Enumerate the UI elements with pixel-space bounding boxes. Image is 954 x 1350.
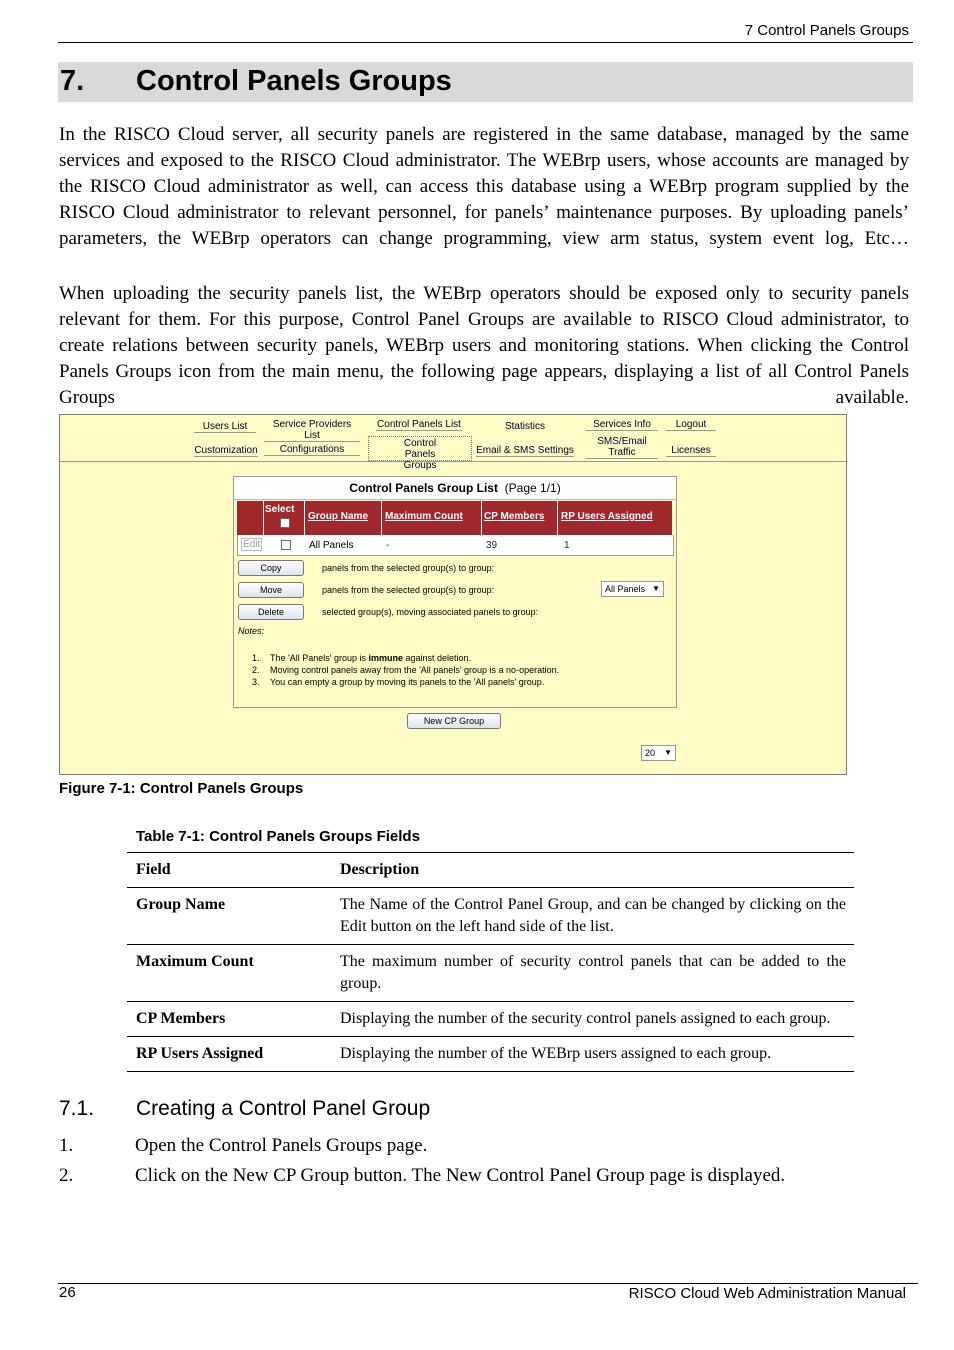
- note-1-number: 1.: [252, 653, 260, 663]
- section-number: 7.1.: [59, 1097, 95, 1120]
- copy-button[interactable]: Copy: [238, 560, 304, 576]
- menu-control-panels-list[interactable]: Control Panels List: [377, 419, 461, 430]
- group-list-page-info: (Page 1/1): [504, 481, 561, 495]
- field-description: The maximum number of security control panels that can be added to the group.: [331, 945, 854, 1002]
- column-maximum-count[interactable]: Maximum Count: [385, 511, 463, 522]
- running-header-title: 7 Control Panels Groups: [744, 22, 909, 39]
- note-2: Moving control panels away from the 'All panels' group is a no-operation.: [270, 665, 560, 675]
- menu-control-panels-groups-label: Control Panels Groups: [403, 438, 437, 471]
- menu-configurations[interactable]: Configurations: [264, 444, 360, 456]
- row-rp-users: 1: [564, 540, 570, 551]
- delete-description: selected group(s), moving associated panels to group:: [322, 607, 539, 617]
- grid-header-divider: [557, 501, 558, 535]
- new-cp-group-button[interactable]: New CP Group: [407, 713, 501, 729]
- grid-header-divider: [381, 501, 382, 535]
- table-row: [127, 945, 854, 1002]
- page-size-value: 20: [645, 748, 656, 758]
- edit-button[interactable]: Edit: [243, 539, 261, 550]
- column-cp-members[interactable]: CP Members: [484, 511, 545, 522]
- table-row: [127, 888, 854, 945]
- note-1: [270, 653, 471, 663]
- field-description: The Name of the Control Panel Group, and can be changed by clicking on the Edit button on the left hand side of the list.: [331, 888, 854, 945]
- row-group-name: All Panels: [309, 540, 354, 551]
- note-3: You can empty a group by moving its panels to the 'All panels' group.: [270, 677, 545, 687]
- menu-customization[interactable]: Customization: [194, 445, 258, 456]
- menu-logout[interactable]: Logout: [666, 419, 716, 431]
- note-1-post: against deletion.: [403, 653, 472, 663]
- move-target-value: All Panels: [605, 584, 646, 594]
- chapter-title: Control Panels Groups: [136, 65, 452, 97]
- header-field: Field: [127, 853, 331, 888]
- figure-screenshot: [59, 414, 847, 775]
- manual-title: RISCO Cloud Web Administration Manual: [628, 1285, 906, 1302]
- list-item: [59, 1135, 909, 1159]
- move-target-select[interactable]: [601, 581, 664, 597]
- menu-email-sms-settings[interactable]: Email & SMS Settings: [476, 445, 574, 456]
- menu-control-panels-groups[interactable]: [368, 436, 472, 471]
- note-1-strong: immune: [368, 653, 404, 663]
- page-footer: [58, 1283, 918, 1314]
- figure-caption: Figure 7-1: Control Panels Groups: [59, 780, 304, 797]
- grid-header-divider: [263, 501, 264, 535]
- notes-label: Notes:: [238, 626, 265, 636]
- menu-sms-email-traffic-label: SMS/Email Traffic: [597, 436, 647, 458]
- main-menu: [60, 415, 846, 471]
- page-size-select[interactable]: [641, 745, 676, 761]
- grid-header-divider: [304, 501, 305, 535]
- step-number: 1.: [59, 1135, 74, 1156]
- grid-header-divider: [481, 501, 482, 535]
- menu-licenses[interactable]: Licenses: [666, 445, 716, 457]
- menu-users-list[interactable]: Users List: [194, 421, 256, 433]
- delete-button[interactable]: Delete: [238, 604, 304, 620]
- section-title: Creating a Control Panel Group: [136, 1097, 431, 1120]
- select-all-checkbox[interactable]: [280, 518, 290, 528]
- field-name: RP Users Assigned: [127, 1037, 331, 1072]
- menu-statistics[interactable]: Statistics: [504, 421, 545, 432]
- group-list-title-bar: [234, 477, 676, 500]
- table-row: [127, 1037, 854, 1072]
- field-description: Displaying the number of the security control panels assigned to each group.: [331, 1002, 854, 1037]
- row-select-checkbox[interactable]: [281, 540, 291, 550]
- menu-services-info[interactable]: Services Info: [586, 419, 658, 431]
- move-button[interactable]: Move: [238, 582, 304, 598]
- field-description: Displaying the number of the WEBrp users assigned to each group.: [331, 1037, 854, 1072]
- table-header-row: [127, 853, 854, 888]
- field-name: Maximum Count: [127, 945, 331, 1002]
- note-3-number: 3.: [252, 677, 260, 687]
- table-caption: Table 7-1: Control Panels Groups Fields: [136, 828, 420, 845]
- table-row: [127, 1002, 854, 1037]
- chapter-number: 7.: [60, 65, 85, 97]
- page-number: 26: [59, 1284, 76, 1301]
- grid-header: [237, 501, 672, 535]
- list-item: [59, 1165, 909, 1189]
- menu-service-providers-list[interactable]: Service Providers List: [264, 419, 360, 442]
- paragraph-uploading: When uploading the security panels list, the WEBrp operators should be exposed only to security panels relevant for them. For this purpose, Control Panel Groups are available to RISCO Cloud administrator, to create relations between security panels, WEBrp users and monitoring stations. When clicking the Control Panels Groups icon from the main menu, the following page appears, displaying a list of all Control Panels Groups available.: [59, 283, 909, 408]
- move-description: panels from the selected group(s) to group:: [322, 585, 495, 595]
- header-description: Description: [331, 853, 854, 888]
- note-1-pre: The 'All Panels' group is: [270, 653, 369, 663]
- note-2-number: 2.: [252, 665, 260, 675]
- paragraph-intro: In the RISCO Cloud server, all security panels are registered in the same database, managed by the same services and exposed to the RISCO Cloud administrator. The WEBrp users, whose accounts are managed by the RISCO Cloud administrator as well, can access this database using a WEBrp program supplied by the RISCO Cloud administrator to relevant personnel, for panels’ maintenance purposes. By uploading panels’ parameters, the WEBrp operators can change programming, view arm status, system event log, Etc…: [59, 124, 909, 249]
- field-name: CP Members: [127, 1002, 331, 1037]
- menu-sms-email-traffic[interactable]: [586, 436, 658, 459]
- group-list-panel: [233, 476, 677, 708]
- column-group-name[interactable]: Group Name: [308, 511, 369, 522]
- running-header: [58, 20, 913, 43]
- section-heading: [59, 1097, 431, 1121]
- chevron-down-icon: ▼: [652, 584, 660, 593]
- row-maximum-count: -: [386, 540, 390, 551]
- chapter-heading: [58, 62, 913, 102]
- column-select: Select: [265, 504, 295, 515]
- table-row: [237, 535, 674, 556]
- column-rp-users-assigned[interactable]: RP Users Assigned: [561, 511, 653, 522]
- step-text: Click on the New CP Group button. The New Control Panel Group page is displayed.: [135, 1165, 786, 1186]
- group-list-title: Control Panels Group List: [349, 481, 498, 495]
- copy-description: panels from the selected group(s) to group:: [322, 563, 495, 573]
- fields-table: [127, 852, 854, 1072]
- step-number: 2.: [59, 1165, 74, 1186]
- chevron-down-icon: ▼: [664, 748, 672, 757]
- field-name: Group Name: [127, 888, 331, 945]
- step-text: Open the Control Panels Groups page.: [135, 1135, 428, 1156]
- row-cp-members: 39: [486, 540, 498, 551]
